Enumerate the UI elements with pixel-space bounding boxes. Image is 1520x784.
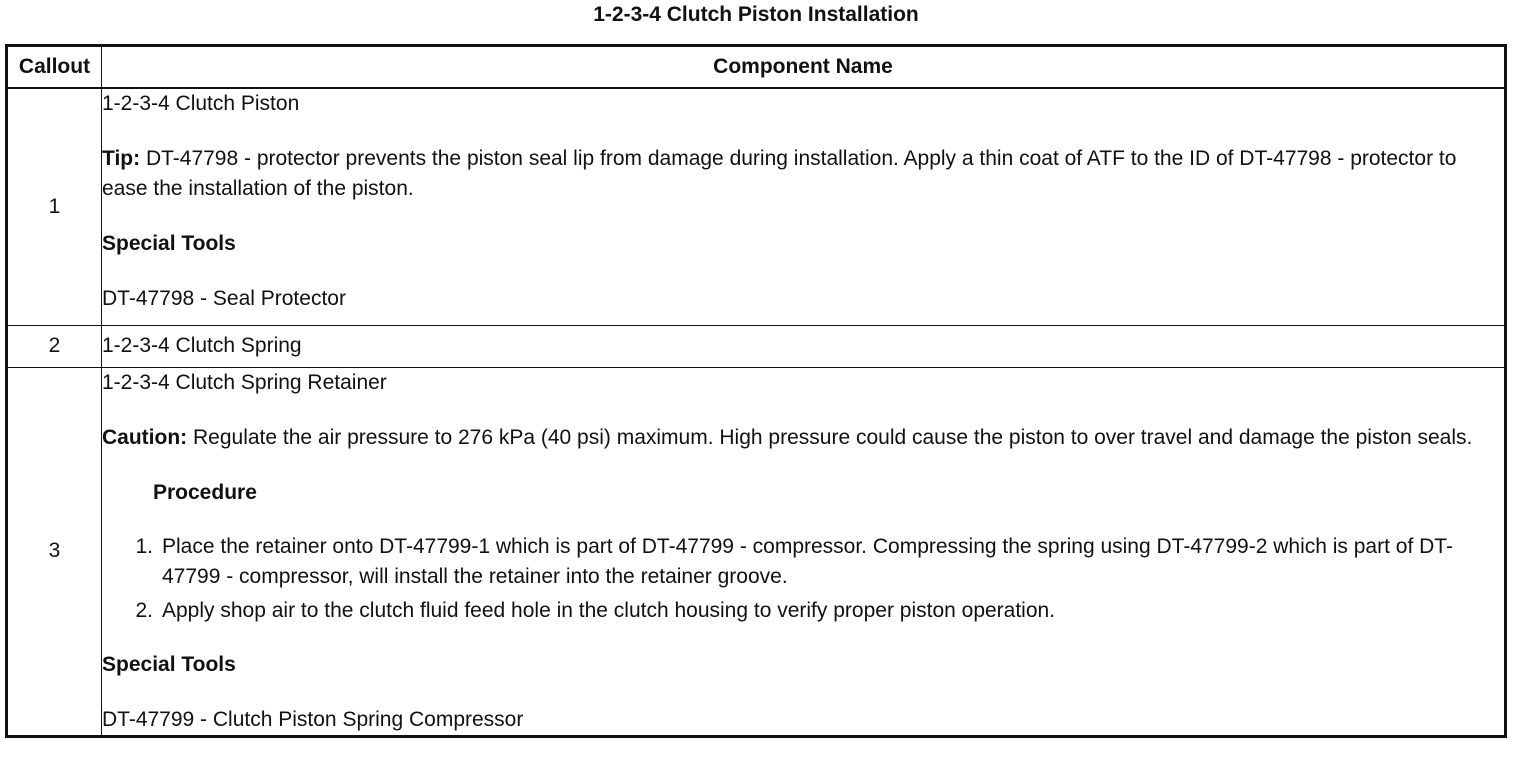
callout-cell: 3: [7, 367, 102, 736]
tip-label: Tip:: [102, 147, 141, 170]
caution-label: Caution:: [102, 425, 188, 449]
procedure-steps: [102, 532, 1504, 626]
special-tools-heading: Special Tools: [102, 232, 236, 255]
component-cell: [102, 367, 1506, 736]
component-table: [5, 44, 1507, 738]
table-row: [7, 367, 1506, 736]
special-tool-item: DT-47798 - Seal Protector: [102, 287, 346, 310]
page-title: 1-2-3-4 Clutch Piston Installation: [593, 3, 919, 26]
procedure-step: [102, 532, 1504, 592]
component-name: 1-2-3-4 Clutch Spring Retainer: [102, 370, 387, 394]
procedure-heading: Procedure: [153, 480, 257, 504]
tip-paragraph: [102, 144, 1504, 204]
component-name: 1-2-3-4 Clutch Piston: [102, 92, 300, 115]
step-number: 2.: [135, 598, 153, 622]
step-text: Apply shop air to the clutch fluid feed hole in the clutch housing to verify proper piston operation.: [162, 598, 1056, 622]
callout-cell: 2: [7, 325, 102, 367]
caution-paragraph: [102, 423, 1504, 453]
table-row: [7, 325, 1506, 367]
column-header-callout: Callout: [7, 46, 102, 89]
tip-text: DT-47798 - protector prevents the piston seal lip from damage during installation. Apply a thin coat of ATF to the ID of DT-47798 - protector to ease the installation of the piston.: [102, 147, 1457, 200]
component-name: 1-2-3-4 Clutch Spring: [102, 333, 302, 357]
procedure-step: [102, 596, 1504, 626]
table-header-row: [7, 46, 1506, 89]
step-number: 1.: [135, 534, 153, 558]
table-row: [7, 88, 1506, 325]
component-cell: [102, 325, 1506, 367]
special-tool-item: DT-47799 - Clutch Piston Spring Compressor: [102, 707, 524, 731]
column-header-component-name: Component Name: [102, 46, 1506, 89]
callout-cell: 1: [7, 88, 102, 325]
special-tools-heading: Special Tools: [102, 652, 236, 676]
caution-text: Regulate the air pressure to 276 kPa (40 psi) maximum. High pressure could cause the piston to over travel and damage the piston seals.: [187, 425, 1473, 449]
component-cell: [102, 88, 1506, 325]
step-text: Place the retainer onto DT-47799-1 which is part of DT-47799 - compressor. Compressing the spring using DT-47799-2 which is part of DT-47799 - compressor, will install the retainer into the retainer groove.: [162, 534, 1453, 588]
